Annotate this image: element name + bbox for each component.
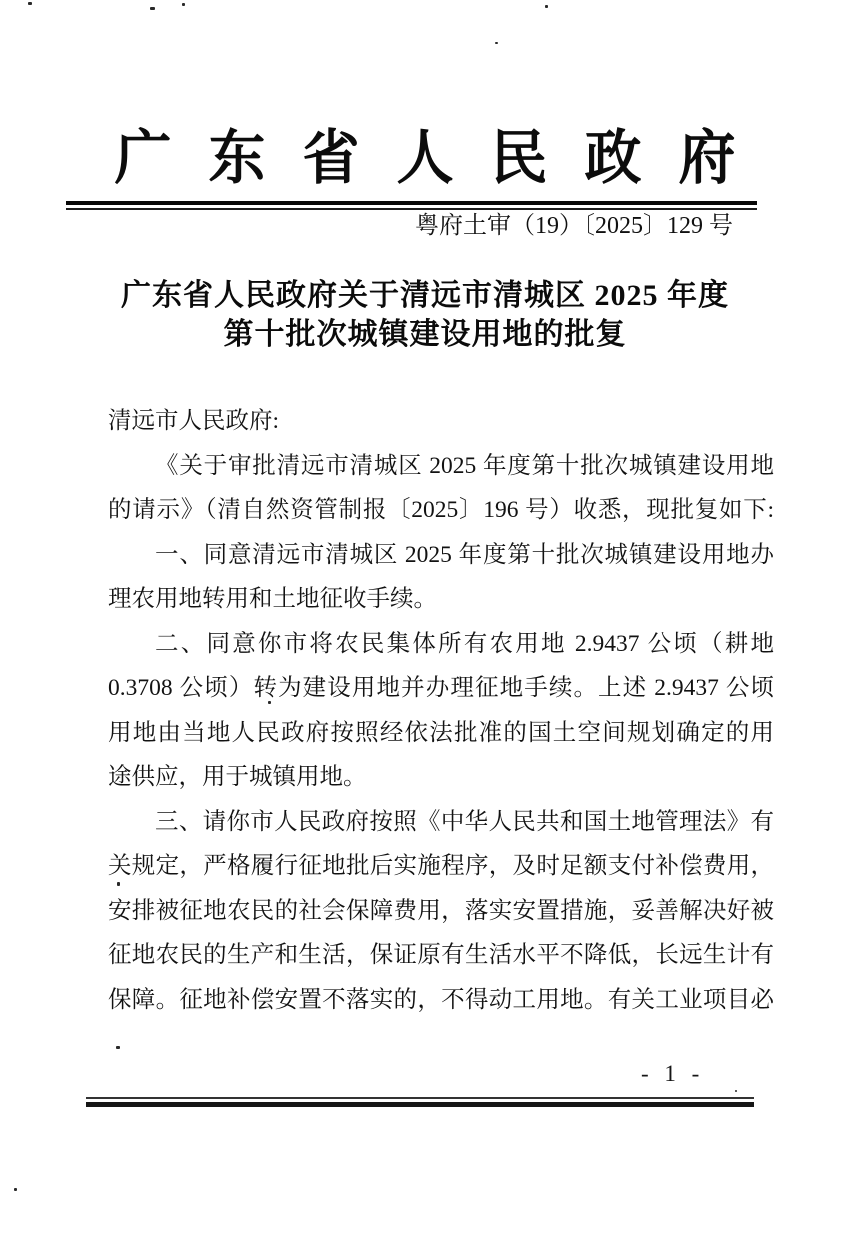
body-line: 保障。征地补偿安置不落实的，不得动工用地。有关工业项目必 [108, 986, 774, 1013]
body-line: 二、同意你市将农民集体所有农用地 2.9437 公顷（耕地 [155, 630, 774, 657]
document-body [108, 399, 774, 1022]
body-line: 理农用地转用和土地征收手续。 [108, 586, 437, 612]
scan-speck [14, 1188, 17, 1191]
scan-speck [116, 1046, 120, 1049]
body-line: 《关于审批清远市清城区 2025 年度第十批次城镇建设用地 [155, 452, 774, 479]
body-line: 安排被征地农民的社会保障费用，落实安置措施，妥善解决好被 [108, 897, 774, 924]
issuing-org-name: 广东省人民政府 [114, 125, 773, 192]
scan-speck [495, 42, 498, 44]
scan-speck [117, 882, 120, 886]
document-reference-number: 粤府土审（19）〔2025〕129 号 [415, 213, 733, 239]
body-line: 三、请你市人民政府按照《中华人民共和国土地管理法》有 [155, 808, 774, 835]
scan-speck [150, 7, 155, 10]
scan-speck [28, 2, 32, 5]
body-line: 征地农民的生产和生活，保证原有生活水平不降低，长远生计有 [108, 942, 774, 968]
body-line: 用地由当地人民政府按照经依法批准的国土空间规划确定的用 [108, 719, 774, 746]
document-title [0, 276, 850, 354]
body-line: 的请示》（清自然资管制报〔2025〕196 号）收悉，现批复如下: [108, 497, 774, 523]
scan-speck [545, 5, 548, 8]
scan-speck [268, 701, 271, 704]
body-line: 途供应，用于城镇用地。 [108, 764, 367, 790]
scan-speck [735, 1090, 737, 1092]
body-line-salutation: 清远市人民政府: [108, 408, 280, 434]
document-title-line-2: 第十批次城镇建设用地的批复 [223, 318, 627, 351]
document-title-line-1: 广东省人民政府关于清远市清城区 2025 年度 [121, 279, 729, 312]
page-number: - 1 - [641, 1061, 705, 1086]
scan-speck [182, 3, 185, 6]
page-bottom-scan-rule [86, 1097, 754, 1107]
body-line: 关规定，严格履行征地批后实施程序，及时足额支付补偿费用， [108, 853, 774, 879]
body-line: 0.3708 公顷）转为建设用地并办理征地手续。上述 2.9437 公顷 [108, 675, 774, 701]
body-line: 一、同意清远市清城区 2025 年度第十批次城镇建设用地办 [155, 541, 774, 568]
letterhead-double-rule [66, 201, 757, 210]
